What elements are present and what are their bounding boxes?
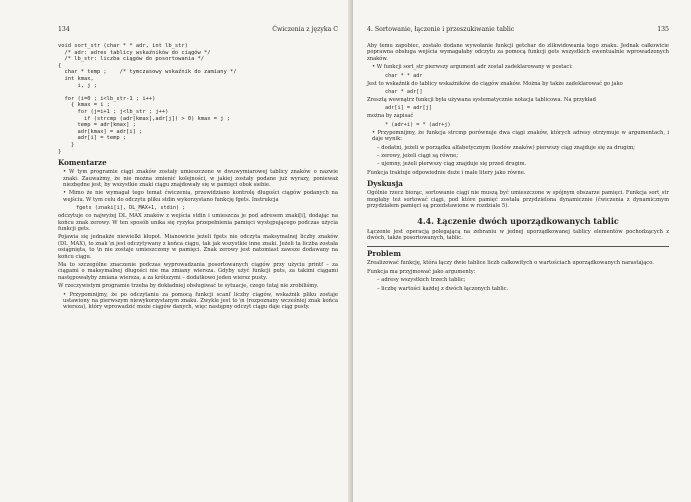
left-paragraph-1: odczytuje co najwyżej DL_MAX znaków z wejścia stdin i umieszcza je pod adresem znaki[i], dodając na końcu znak zerowy. W ten sposób unika się ryzyka przepełnienia pamięci występującego podczas użycia funkcji gets. xyxy=(58,213,338,232)
right-page xyxy=(352,0,691,502)
right-paragraph-6: Ogólnie rzecz biorąc, sortowanie ciągi nie muszą być umieszczone w spójnym obszarze pamięci. Funkcja sort_str mogłaby też sortować ciągi, pod które pamięć została przydzielona dynamicznie (ćwiczenia z dynamicznym przydziałem pamięci są przedstawione w rozdziale 5). xyxy=(367,190,669,210)
strcmp-result-item: – ujemny, jeżeli pierwszy ciąg znajduje się przed drugim. xyxy=(377,161,669,167)
code-fgets: fgets (znaki[i], DL_MAX+1, stdin) ; xyxy=(76,205,186,212)
code-pointer-assign: * (adr+i) = * (adr+j) xyxy=(385,121,451,128)
right-running-head xyxy=(367,26,669,33)
right-paragraph-3: Zresztą wewnątrz funkcji była używana systematycznie notacja tablicowa. Na przykład xyxy=(367,97,596,104)
right-paragraph-4: można by zapisać xyxy=(367,113,414,120)
argument-item: – liczbę wartości każdej z dwóch łączonych tablic. xyxy=(377,286,669,292)
code-array-assign: adr[i] = adr[j] xyxy=(385,105,432,112)
comment-bullet-3: • Przypomnijmy, że po odczytaniu za pomocą funkcji scanf liczby ciągów, wskaźnik pliku zostaje ustawiony na pierwszym niewykorzystanym znaku. Zwykle jest to \n (rozpoznany wcześniej znak końca wiersza), który wprowadzić może ciągów danych, więc następny odczyt ciągu daje ciąg pusty. xyxy=(63,292,338,311)
right-paragraph-1: Aby temu zapobiec, zostało dodane wywołanie funkcji getchar do zlikwidowania tego znaku. Jednak całkowicie poprawna obsługa wejścia wymagałaby odczytu za pomocą funkcji gets wszystkich ewentualnie wprowadzonych znaków. xyxy=(367,43,669,62)
left-paragraph-2: Pojawia się jednakże niewielki kłopot. Mianowicie jeżeli fgets nie odczyta maksymalnej liczby znaków (DL_MAX), to znak \n jest odczytywany z końca ciągu, tak jak wszystkie inne znaki. Jeżeli ta liczba została osiągnięta, to \n nie zostaje umieszczony w pamięci. Znak zerowy jest natomiast zawsze dodawany na końcu ciągu. xyxy=(58,234,338,260)
strcmp-result-item: – dodatni, jeżeli w porządku alfabetycznym (kodów znaków) pierwszy ciąg znajduje się za drugim; xyxy=(377,145,669,151)
left-paragraph-4: W rzeczywistym programie trzeba by dokładniej obsługiwać te sytuacje, czego tutaj nie zrobiliśmy. xyxy=(58,283,319,290)
comment-bullet-2: • Mimo że nie wymagał tego temat ćwiczenia, przewidziano kontrolę długości ciągów podanych na wejściu. W tym celu do odczytu pliku stdin wykorzystano funkcję fgets. Instrukcja xyxy=(63,190,338,203)
left-running-head xyxy=(58,26,338,33)
code-char-ptr-array: char * adr[] xyxy=(385,89,423,96)
left-page-number: 134 xyxy=(58,26,70,33)
right-bullet-2: • Przypomnijmy, że funkcja strcmp porównuje dwa ciągi znaków, których adresy otrzymuje w argumentach, i daje wynik: xyxy=(372,130,669,143)
right-paragraph-5: Funkcja traktuje odpowiednie duże i małe litery jako równe. xyxy=(367,169,526,176)
heading-problem: Problem xyxy=(367,249,401,259)
right-running-title: 4. Sortowanie, łączenie i przeszukiwanie tablic xyxy=(367,26,515,33)
code-listing-sort-str: void sort_str (char * * adr, int lb_str) /* adr: adres tablicy wskaźników do ciągów */ /* lb_str: liczba ciągów do posortowania */ { char * temp ; /* tymczasowy wskaźnik do zamiany */ int kmax, i, j ; for (i=0 ; i<lb_str-1 ; i++) { kmax = i ; for (j=i+1 ; j<lb_str ; j++) if (strcmp (adr[kmax],adr[j]) > 0) kmax = j ; temp = adr[kmax] ; adr[kmax] = adr[i] ; adr[i] = temp ; } } xyxy=(58,43,237,155)
section-title: 4.4. Łączenie dwóch uporządkowanych tablic xyxy=(417,215,619,226)
left-running-title: Ćwiczenia z języka C xyxy=(272,26,338,33)
heading-comments: Komentarze xyxy=(58,158,107,168)
right-page-number: 135 xyxy=(657,26,669,33)
argument-item: – adresy wszystkich trzech tablic; xyxy=(377,277,669,283)
right-paragraph-8: Zrealizować funkcję, która łączy dwie tablice liczb całkowitych o wartościach uporządkowanych narastająco. xyxy=(367,260,654,267)
left-paragraph-3: Ma to szczególne znaczenie podczas wyprowadzania posortowanych ciągów przy użyciu printf – za ciągami o maksymalnej długości nie ma zmiany wiersza. Gdyby użyć funkcji puts, za takimi ciągami następowałyby zmiana wiersza, a za krótszymi – dodatkowo jeden wiersz pusty. xyxy=(58,261,338,281)
comment-bullet-1: • W tym programie ciągi znaków zostały umieszczone w dwuwymiarowej tablicy znaków o nazwie znaki. Zauważmy, że nie można zmienić kolejności, w jakiej zostały podane już wyrazy, ponieważ niezbędne jest, by wszystkie znaki ciągu znajdowały się w pamięci obok siebie. xyxy=(63,169,338,188)
right-paragraph-9: Funkcja ma przyjmować jako argumenty: xyxy=(367,268,476,275)
right-paragraph-2: Jest to wskaźnik do tablicy wskaźników do ciągów znaków. Można by także zadeklarować go jako xyxy=(367,80,623,87)
right-paragraph-7: Łączenie jest operacją polegającą na zebraniu w jednej uporządkowanej tablicy elementów pochodzących z dwóch, także posortowanych, tablic. xyxy=(367,228,669,241)
right-bullet-1: • W funkcji sort_str pierwszy argument adr został zadeklarowany w postaci: xyxy=(372,64,669,70)
problem-box xyxy=(367,246,669,292)
code-char-ptr-ptr: char * * adr xyxy=(385,72,423,79)
strcmp-result-item: – zerowy, jeżeli ciągi są równe; xyxy=(377,153,669,159)
heading-discussion: Dyskusja xyxy=(367,179,403,189)
